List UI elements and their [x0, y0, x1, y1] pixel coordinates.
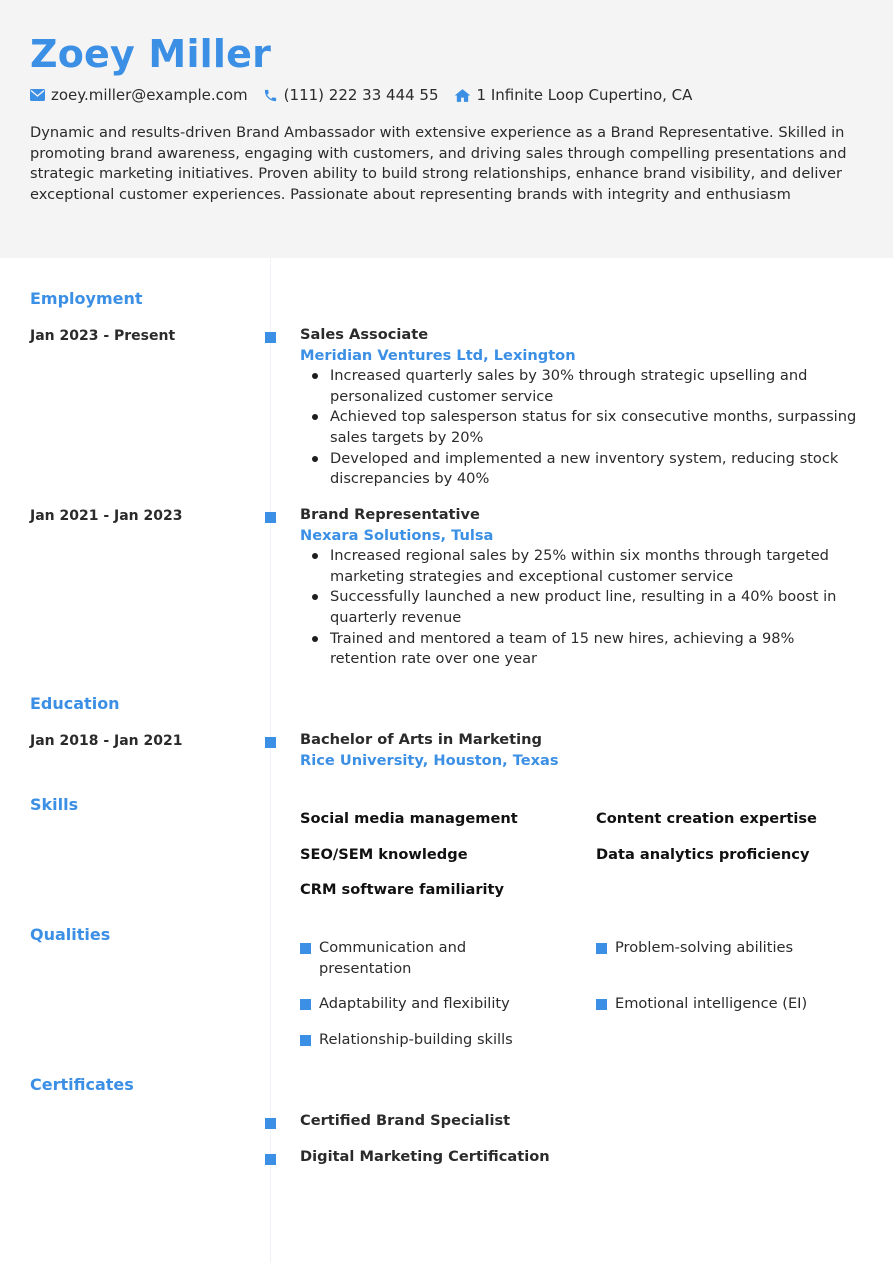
phone-text: (111) 222 33 444 55 — [283, 86, 439, 104]
job-title: Sales Associate — [300, 326, 429, 343]
timeline-marker — [265, 1118, 276, 1129]
square-bullet-icon — [596, 943, 607, 954]
section-title-employment: Employment — [30, 289, 143, 308]
square-bullet-icon — [300, 943, 311, 954]
certificate-item: Digital Marketing Certification — [300, 1148, 550, 1165]
square-bullet-icon — [300, 1035, 311, 1046]
skill-item: SEO/SEM knowledge — [300, 846, 468, 863]
quality-item — [300, 938, 509, 979]
skill-item: Data analytics proficiency — [596, 846, 810, 863]
certificate-item: Certified Brand Specialist — [300, 1112, 511, 1129]
quality-item — [300, 994, 559, 1015]
school-name: Rice University, Houston, Texas — [300, 751, 559, 769]
timeline-marker — [265, 737, 276, 748]
quality-label: Adaptability and flexibility — [319, 995, 510, 1012]
company-name: Meridian Ventures Ltd, Lexington — [300, 346, 576, 364]
address-text: 1 Infinite Loop Cupertino, CA — [476, 86, 693, 104]
skill-item: Social media management — [300, 810, 518, 827]
profile-summary: Dynamic and results-driven Brand Ambassador with extensive experience as a Brand Representative. Skilled in promoting brand awareness, engaging with customers, and driving sales through compelling presentations and strategic marketing initiatives. Proven ability to build strong relationships, enhance brand visibility, and deliver exceptional customer experiences. Passionate about representing brands with integrity and enthusiasm — [30, 124, 847, 203]
company-name: Nexara Solutions, Tulsa — [300, 526, 494, 544]
skill-item: CRM software familiarity — [300, 881, 505, 898]
achievement-item: Increased regional sales by 25% within six months through targeted marketing strategies and exceptional customer service — [300, 546, 860, 587]
square-bullet-icon — [596, 999, 607, 1010]
quality-item — [596, 994, 855, 1015]
achievement-item: Successfully launched a new product line, resulting in a 40% boost in quarterly revenue — [300, 587, 860, 628]
employment-entry — [300, 325, 860, 490]
achievement-list — [300, 546, 860, 670]
candidate-name: Zoey Miller — [30, 32, 272, 76]
quality-item — [596, 938, 855, 959]
contact-email[interactable] — [30, 86, 248, 104]
contact-address — [454, 86, 693, 104]
section-title-skills: Skills — [30, 795, 79, 814]
square-bullet-icon — [300, 999, 311, 1010]
employment-dates: Jan 2021 - Jan 2023 — [30, 508, 183, 524]
email-text: zoey.miller@example.com — [51, 86, 248, 104]
quality-item — [300, 1030, 559, 1051]
envelope-icon — [30, 89, 45, 101]
home-icon — [454, 88, 471, 103]
section-title-certificates: Certificates — [30, 1075, 134, 1094]
job-title: Brand Representative — [300, 506, 480, 523]
employment-dates: Jan 2023 - Present — [30, 328, 176, 344]
degree-title: Bachelor of Arts in Marketing — [300, 731, 542, 748]
timeline-divider — [270, 258, 271, 1263]
achievement-item: Achieved top salesperson status for six consecutive months, surpassing sales targets by 20% — [300, 407, 860, 448]
timeline-marker — [265, 1154, 276, 1165]
phone-icon — [263, 88, 278, 103]
contact-phone[interactable] — [263, 86, 439, 104]
achievement-item: Trained and mentored a team of 15 new hires, achieving a 98% retention rate over one year — [300, 629, 860, 670]
quality-label: Problem-solving abilities — [615, 939, 794, 956]
quality-label: Communication and presentation — [319, 939, 467, 977]
employment-entry — [300, 505, 860, 670]
achievement-item: Increased quarterly sales by 30% through strategic upselling and personalized customer service — [300, 366, 860, 407]
education-entry — [300, 730, 860, 771]
quality-label: Relationship-building skills — [319, 1031, 513, 1048]
achievement-item: Developed and implemented a new inventory system, reducing stock discrepancies by 40% — [300, 449, 860, 490]
contact-row — [30, 84, 707, 106]
timeline-marker — [265, 332, 276, 343]
education-dates: Jan 2018 - Jan 2021 — [30, 733, 183, 749]
quality-label: Emotional intelligence (EI) — [615, 995, 808, 1012]
skill-item: Content creation expertise — [596, 810, 817, 827]
resume-header — [0, 0, 893, 258]
timeline-marker — [265, 512, 276, 523]
section-title-qualities: Qualities — [30, 925, 111, 944]
section-title-education: Education — [30, 694, 120, 713]
achievement-list — [300, 366, 860, 490]
